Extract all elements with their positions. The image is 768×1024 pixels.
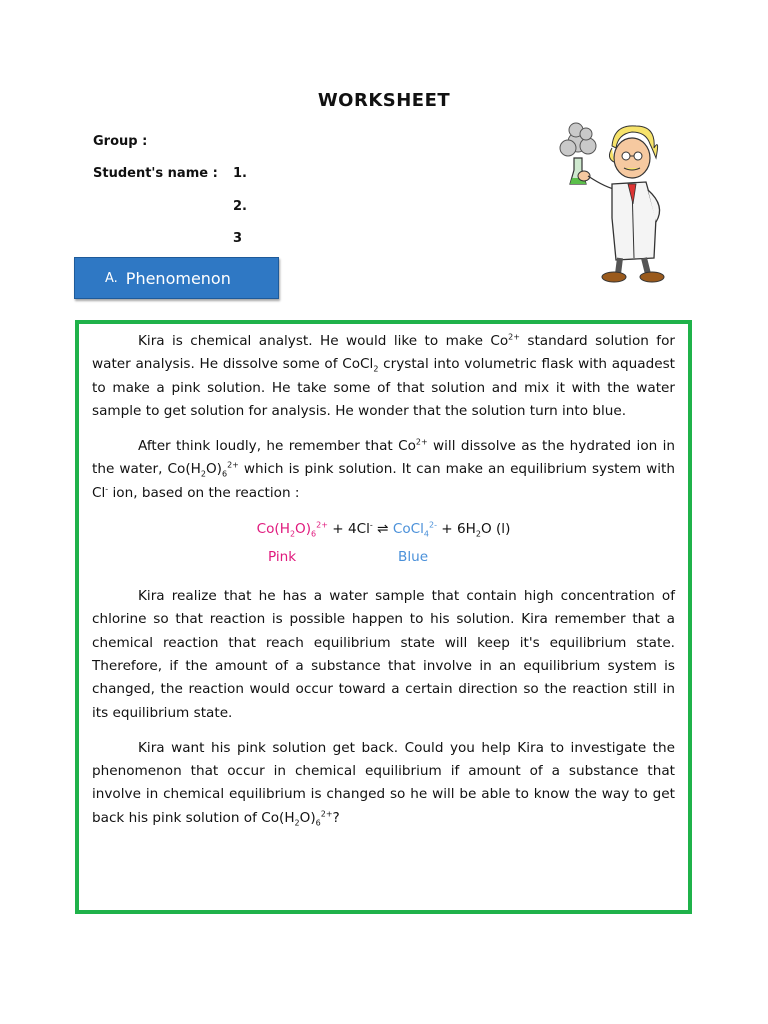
- story-paragraph-1: [92, 330, 675, 423]
- eq-p1-sup: 2-: [429, 520, 437, 530]
- p1-text-c: crystal into volumetric flask with aquadest to make a pink solution. He take some of that solution and mix it with the water sample to get solution for analysis. He wonder that the solution turn into blue.: [92, 356, 676, 419]
- student-number-3: 3: [233, 231, 243, 246]
- student-name-label: Student's name :: [93, 166, 218, 181]
- eq-cl-sup: -: [369, 520, 373, 530]
- equilibrium-arrow-icon: ⇌: [372, 521, 393, 538]
- p2-text-b: will dissolve as the hydrated ion in the water, Co(H: [92, 438, 675, 478]
- p2-text-a: After think loudly, he remember that Co: [138, 438, 416, 455]
- pink-label: Pink: [268, 549, 297, 566]
- section-letter: A.: [105, 270, 118, 286]
- p1-sub-1: 2: [373, 365, 379, 375]
- p4-text-c: ?: [332, 809, 340, 826]
- p1-text-b: standard solution for water analysis. He dissolve some of CoCl: [92, 333, 675, 373]
- p2-text-d: which is pink solution. It can make an equilibrium system with Cl: [92, 461, 676, 501]
- p4-text-b: O): [299, 809, 316, 826]
- p4-text-a: Kira want his pink solution get back. Could you help Kira to investigate the phenomenon that occur in chemical equilibrium if amount of a substance that involve in chemical equilibrium is changed so he will be able to know the way to get back his pink solution of Co(H: [92, 739, 675, 826]
- p2-sub-1: 2: [200, 470, 206, 480]
- eq-plus-chloride: + 4Cl: [327, 521, 370, 538]
- p2-sup-1: 2+: [415, 437, 428, 447]
- story-paragraph-4: [92, 737, 675, 830]
- group-label: Group :: [93, 134, 148, 149]
- scientist-with-flask-illustration: [556, 118, 690, 286]
- eq-h2o-sub: 2: [475, 529, 481, 539]
- p4-sub-1: 2: [294, 818, 300, 828]
- eq-r1-sub2: 6: [311, 529, 317, 539]
- section-header-phenomenon: [74, 257, 279, 299]
- eq-water: O (l): [480, 521, 511, 538]
- color-labels: [92, 545, 675, 575]
- p4-sup-1: 2+: [320, 809, 333, 819]
- p2-sup-2: 2+: [227, 460, 239, 470]
- p4-sub-2: 6: [315, 818, 321, 828]
- reactant-complex: [257, 521, 328, 537]
- group-field: [93, 134, 147, 149]
- p1-text-a: Kira is chemical analyst. He would like to make Co: [138, 333, 509, 349]
- phenomenon-story-box: [75, 320, 692, 914]
- story-paragraph-3: Kira realize that he has a water sample that contain high concentration of chlorine so that reaction is possible happen to his solution. Kira remember that a chemical reaction that reach equilibrium state will keep it's equilibrium state. Therefore, if the amount of a substance that involve in an equilibrium system is changed, the reaction would occur toward a certain direction so the reaction still in its equilibrium state.: [92, 588, 675, 721]
- p1-sup-1: 2+: [508, 332, 520, 342]
- p2-sup-3: -: [105, 484, 109, 494]
- eq-plus-water: + 6H: [436, 521, 476, 538]
- section-label: Phenomenon: [125, 268, 231, 288]
- eq-r1-sup: 2+: [316, 520, 328, 530]
- p2-text-e: ion, based on the reaction :: [108, 484, 300, 501]
- student-name-field: [93, 166, 247, 181]
- p2-sub-2: 6: [221, 470, 228, 480]
- worksheet-title: WORKSHEET: [317, 90, 451, 111]
- p2-text-c: O): [205, 461, 222, 478]
- blue-label: Blue: [398, 549, 429, 566]
- eq-p1: CoCl: [392, 521, 424, 538]
- equilibrium-equation: [92, 517, 675, 541]
- product-complex: [393, 521, 437, 537]
- story-paragraph-2: [92, 435, 675, 505]
- eq-r1: Co(H: [256, 521, 290, 538]
- eq-p1-sub: 4: [423, 529, 429, 539]
- eq-r1b: O): [295, 521, 312, 538]
- student-number-1: 1.: [233, 166, 247, 181]
- student-number-2: 2.: [233, 199, 247, 214]
- eq-r1-sub: 2: [289, 529, 296, 539]
